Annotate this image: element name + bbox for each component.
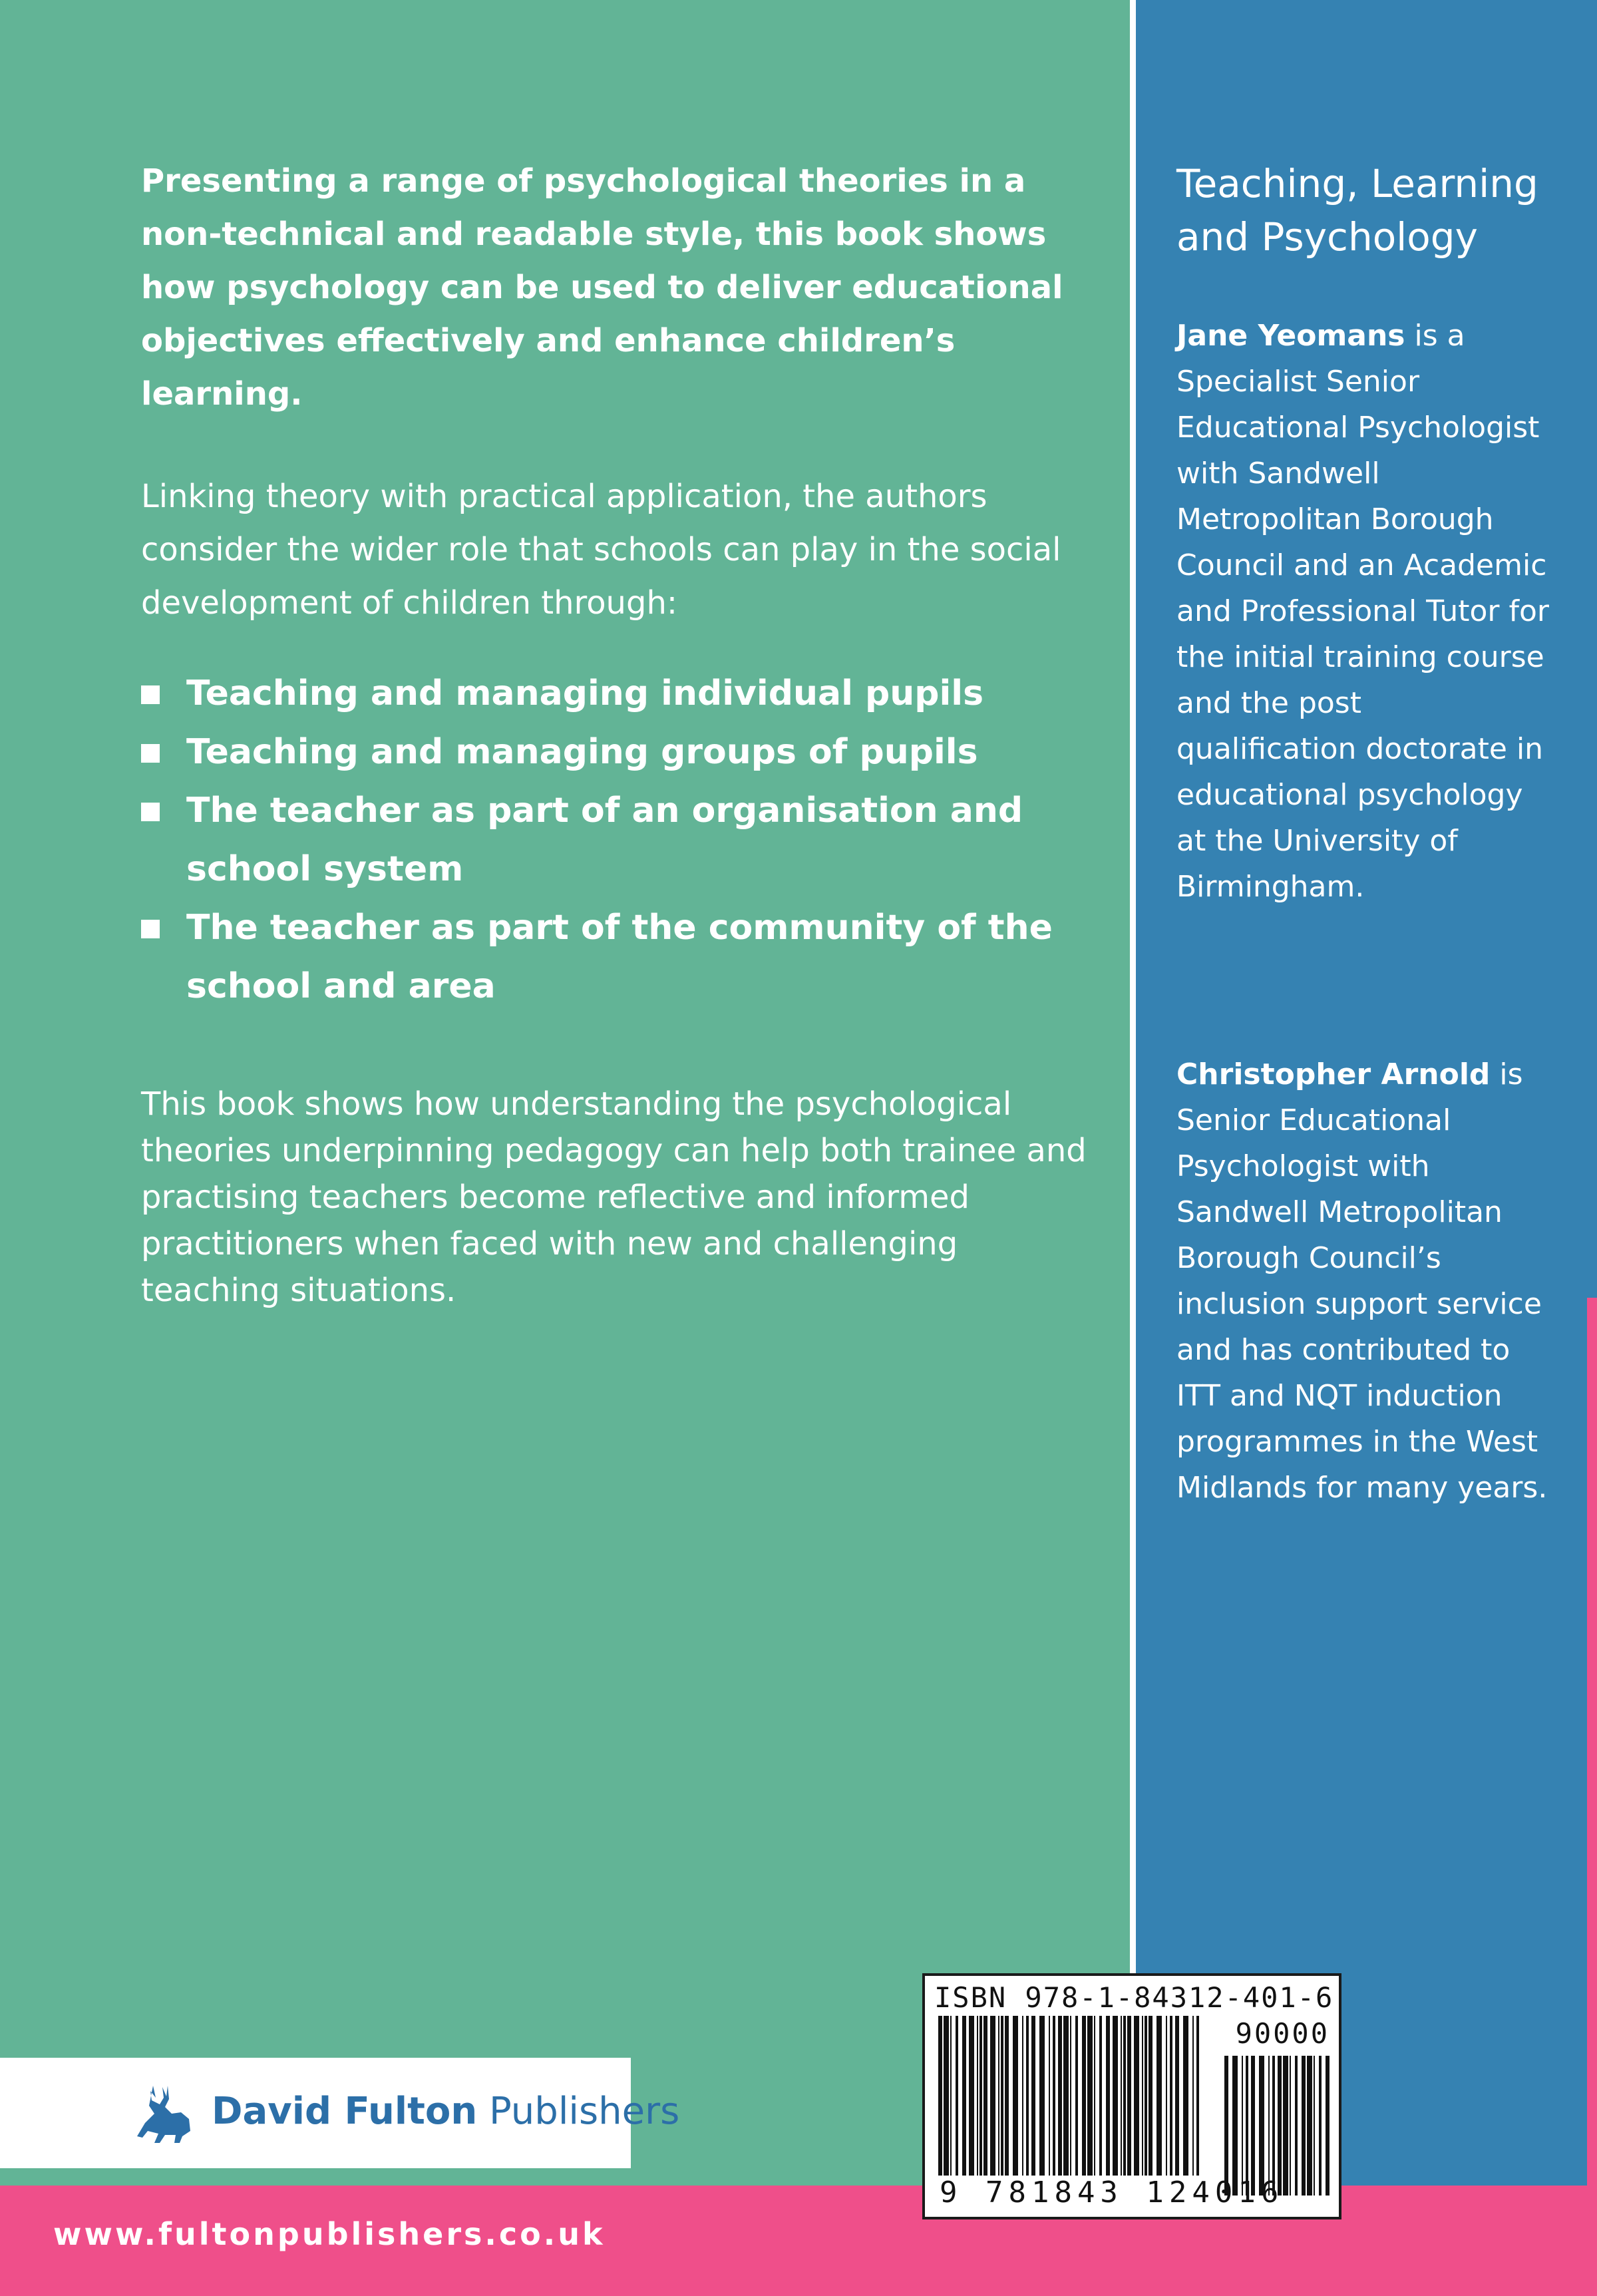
square-bullet-icon — [141, 744, 160, 763]
square-bullet-icon — [141, 920, 160, 938]
intro-paragraph: Presenting a range of psychological theories in a non-technical and readable style, this book shows how psychology can be used to deliver educational objectives effectively and enhance children’s learning. — [141, 162, 1063, 413]
topic-text: The teacher as part of an organisation and school system — [186, 791, 1023, 889]
square-bullet-icon — [141, 685, 160, 704]
series-title: Teaching, Learning and Psychology — [1176, 161, 1538, 260]
topic-text: Teaching and managing individual pupils — [186, 673, 984, 713]
lead-paragraph: Linking theory with practical application, the authors consider the wider role that schools can play in the social development of children through: — [141, 478, 1061, 622]
publisher-name-regular: Publishers — [477, 2090, 680, 2133]
author-name: Christopher Arnold — [1176, 1057, 1491, 1091]
barcode-digits: 9 781843 124016 — [940, 2176, 1284, 2209]
publisher-name — [212, 2090, 679, 2133]
closing-paragraph: This book shows how understanding the psychological theories underpinning pedagogy can help both trainee and practising teachers become reflective and informed practitioners when faced with new and challenging teaching situations. — [141, 1085, 1087, 1309]
topic-text: The teacher as part of the community of the school and area — [186, 908, 1053, 1006]
square-bullet-icon — [141, 803, 160, 821]
barcode-addon-icon — [1224, 2056, 1331, 2196]
pink-edge-stripe — [1587, 1298, 1597, 2296]
isbn-barcode-box — [922, 1973, 1341, 2219]
deer-logo-icon — [133, 2082, 194, 2146]
isbn-text: ISBN 978-1-84312-401-6 — [934, 1981, 1334, 2014]
topic-item — [141, 898, 1113, 1016]
topic-text: Teaching and managing groups of pupils — [186, 732, 978, 772]
author-bio-text: is Senior Educational Psychologist with Sandwell Metropolitan Borough Council’s inclusion support service and has contributed to ITT and NQT induction programmes in the West Midlands for many years. — [1176, 1057, 1548, 1505]
topic-item — [141, 781, 1113, 898]
website-url[interactable]: www.fultonpublishers.co.uk — [53, 2216, 606, 2252]
author-bio-text: is a Specialist Senior Educational Psychologist with Sandwell Metropolitan Borough Council and an Academic and Professional Tutor for the initial training course and the post qualification doctorate in educational psychology at the University of Birmingham. — [1176, 319, 1550, 904]
panel-divider — [1130, 0, 1136, 2296]
barcode-main-icon — [938, 2016, 1204, 2176]
publisher-name-bold: David Fulton — [212, 2090, 478, 2133]
topics-list — [141, 664, 1113, 1016]
author-bio-2 — [1176, 1052, 1549, 1511]
author-name: Jane Yeomans — [1176, 319, 1405, 353]
price-code: 90000 — [1235, 2017, 1330, 2050]
publisher-logo-plate — [0, 2058, 680, 2168]
topic-item — [141, 664, 1113, 723]
author-bio-1 — [1176, 313, 1549, 910]
topic-item — [141, 723, 1113, 781]
